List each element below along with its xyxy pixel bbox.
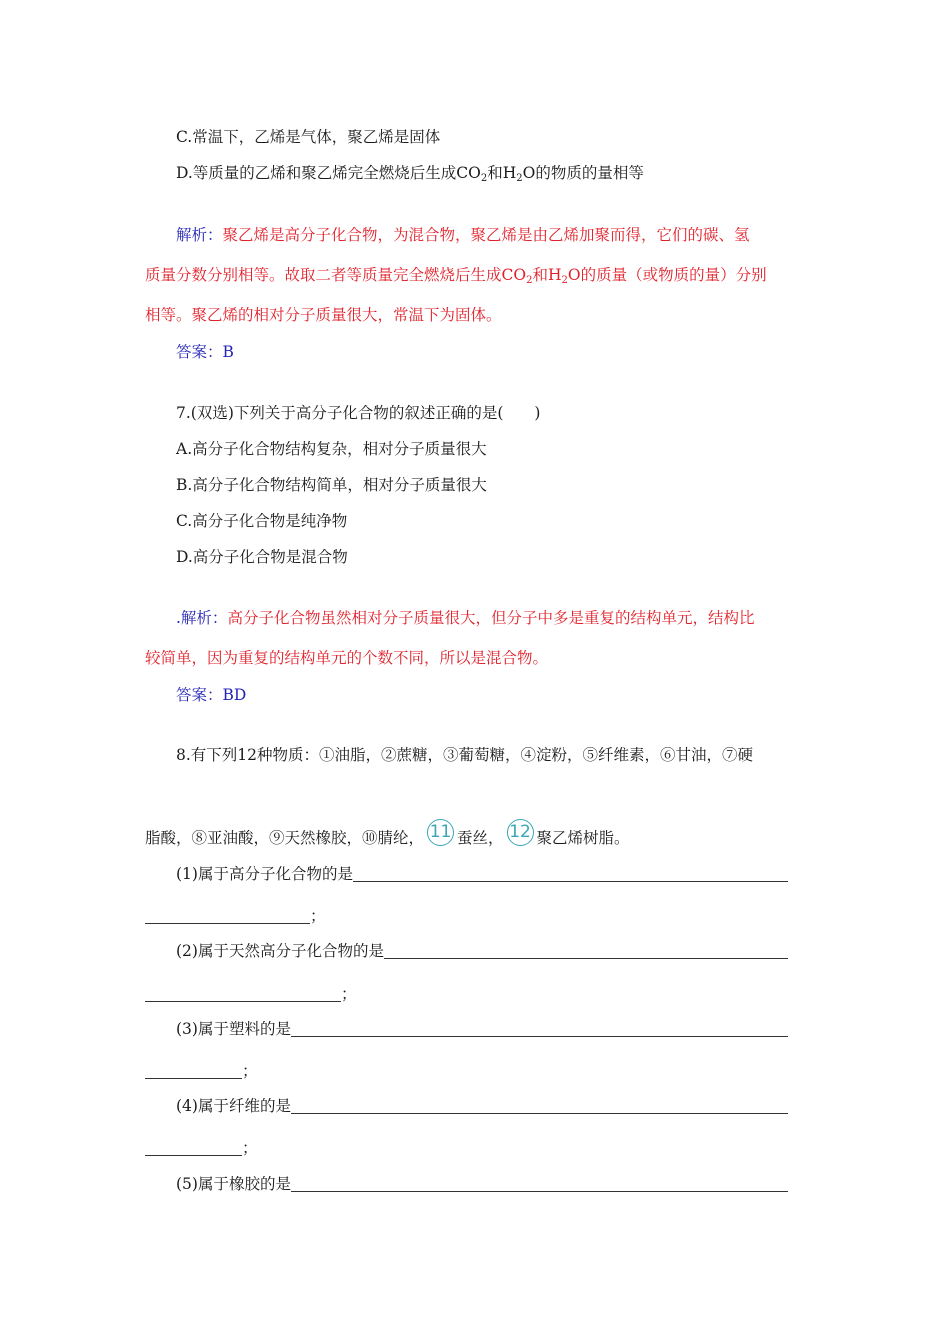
q7-analysis-line2: 较简单，因为重复的结构单元的个数不同，所以是混合物。 (145, 649, 549, 667)
q7-option-a: A.高分子化合物结构复杂，相对分子质量很大 (176, 440, 487, 458)
analysis-label: .解析： (176, 609, 228, 627)
subscript: 2 (526, 275, 533, 286)
circled-number-12: 12 (507, 819, 534, 846)
answer-blank[interactable] (145, 986, 341, 1002)
q8-sub3-label: (3)属于塑料的是 (176, 1020, 291, 1038)
analysis-text: 高分子化合物虽然相对分子质量很大，但分子中多是重复的结构单元，结构比 (227, 609, 755, 627)
q6-analysis-line2 (145, 265, 767, 285)
q6-option-d-text3: O的物质的量相等 (522, 164, 644, 182)
answer-blank[interactable] (353, 866, 788, 882)
q8-sub2-label: (2)属于天然高分子化合物的是 (176, 942, 384, 960)
q7-stem: 7.(双选)下列关于高分子化合物的叙述正确的是( ) (176, 404, 541, 422)
q8-sub1-cont (145, 906, 326, 926)
q8-sub3 (176, 1019, 788, 1039)
semicolon: ； (310, 907, 326, 925)
subscript: 2 (480, 173, 488, 184)
q7-option-b: B.高分子化合物结构简单，相对分子质量很大 (176, 476, 487, 494)
analysis-label: 解析： (176, 226, 223, 244)
q6-option-d (176, 163, 644, 183)
q8-stem-line1: 8.有下列12种物质：①油脂，②蔗糖，③葡萄糖，④淀粉，⑤纤维素，⑥甘油，⑦硬 (176, 746, 754, 764)
subscript: 2 (516, 173, 523, 184)
q8-sub2 (176, 941, 788, 961)
analysis-text: O的质量（或物质的量）分别 (567, 266, 767, 284)
q8-sub4-label: (4)属于纤维的是 (176, 1097, 291, 1115)
q6-option-d-text2: 和H (487, 164, 517, 182)
q6-analysis-line3: 相等。聚乙烯的相对分子质量很大，常温下为固体。 (145, 306, 502, 324)
answer-blank[interactable] (291, 1021, 788, 1037)
circled-number-11: 11 (427, 819, 454, 846)
q7-option-c: C.高分子化合物是纯净物 (176, 512, 348, 530)
semicolon: ； (341, 985, 357, 1003)
answer-blank[interactable] (291, 1098, 788, 1114)
q8-sub5-label: (5)属于橡胶的是 (176, 1175, 291, 1193)
answer-blank[interactable] (291, 1176, 788, 1192)
q6-option-c: C.常温下，乙烯是气体，聚乙烯是固体 (176, 128, 441, 146)
analysis-text: 和H (532, 266, 562, 284)
q8-sub5 (176, 1174, 788, 1194)
q8-stem-text: 聚乙烯树脂。 (536, 829, 630, 847)
q8-sub4 (176, 1096, 788, 1116)
answer-blank[interactable] (145, 1140, 242, 1156)
q7-option-d: D.高分子化合物是混合物 (176, 548, 348, 566)
q8-stem-text: 脂酸，⑧亚油酸，⑨天然橡胶，⑩腈纶， (145, 829, 425, 847)
q6-analysis-line1 (176, 225, 750, 245)
q8-sub2-cont (145, 984, 357, 1004)
q7-answer: 答案：BD (176, 686, 247, 704)
q8-stem-line2 (145, 819, 630, 848)
q8-stem-text: 蚕丝， (457, 829, 504, 847)
semicolon: ； (242, 1139, 258, 1157)
q8-sub1-label: (1)属于高分子化合物的是 (176, 865, 353, 883)
subscript: 2 (561, 275, 568, 286)
analysis-text: 聚乙烯是高分子化合物，为混合物，聚乙烯是由乙烯加聚而得，它们的碳、氢 (222, 226, 750, 244)
answer-blank[interactable] (384, 943, 788, 959)
q8-sub3-cont (145, 1061, 258, 1081)
analysis-text: 质量分数分别相等。故取二者等质量完全燃烧后生成CO (145, 266, 527, 284)
answer-blank[interactable] (145, 1063, 242, 1079)
q8-sub1 (176, 864, 788, 884)
q6-option-d-text1: D.等质量的乙烯和聚乙烯完全燃烧后生成CO (176, 164, 481, 182)
answer-blank[interactable] (145, 908, 310, 924)
semicolon: ； (242, 1062, 258, 1080)
q7-analysis-line1 (176, 608, 754, 628)
q6-answer: 答案：B (176, 343, 234, 361)
q8-sub4-cont (145, 1138, 258, 1158)
